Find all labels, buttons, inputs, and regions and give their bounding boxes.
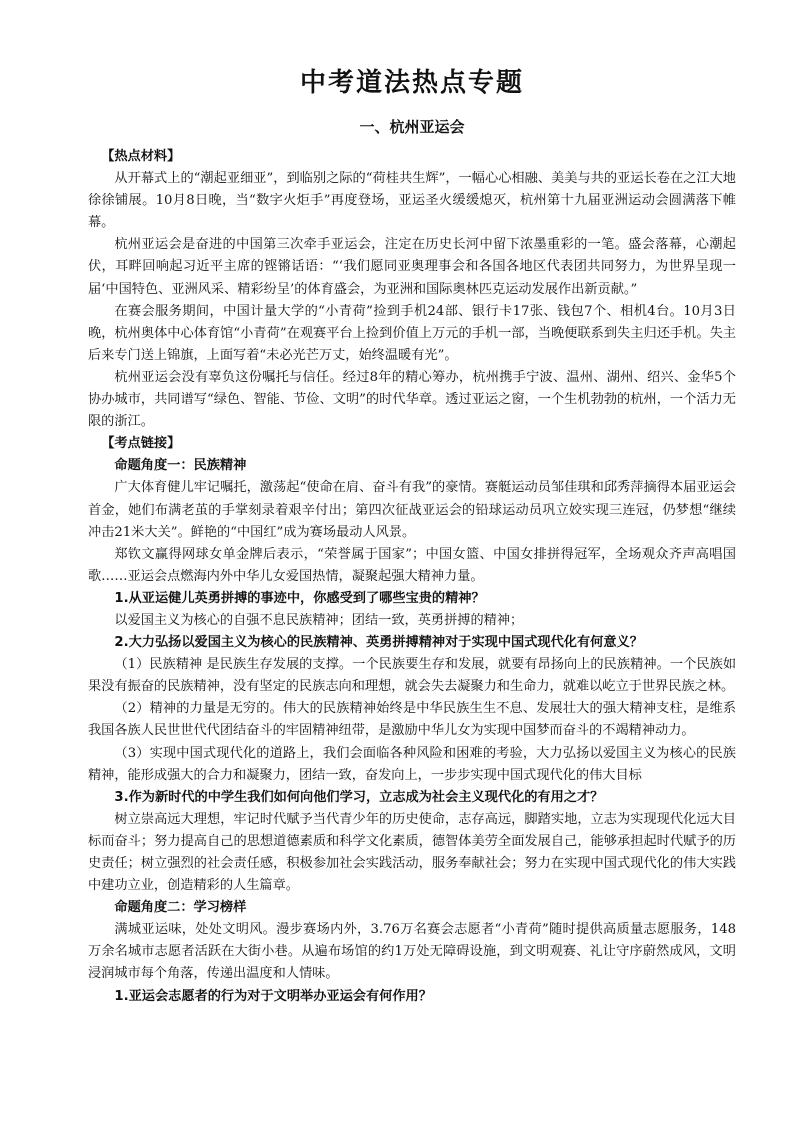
question-1: 1.从亚运健儿英勇拼搏的事迹中，你感受到了哪些宝贵的精神？: [114, 590, 485, 606]
document-page: [88, 66, 736, 1008]
answer-2-part-2-text: 精神的力量是无穷的。伟大的民族精神始终是中华民族生生不息、发展壮大的强大精神支柱，是维系我国各族人民世世代代团结奋斗的牢固精神纽带，是激励中华儿女为实现中国梦而奋斗的不竭精神动力。: [88, 701, 737, 739]
section-heading: 一、杭州亚运会: [359, 118, 465, 136]
question-3: 3.作为新时代的中学生我们如何向他们学习，立志成为社会主义现代化的有用之才？: [114, 789, 604, 805]
hot-material-label: 【热点材料】: [101, 149, 181, 164]
material-paragraph: 从开幕式上的“潮起亚细亚”，到临别之际的“荷桂共生辉”，一幅心心相融、美美与共的亚运长卷在之江大地徐徐铺展。10月8日晚，当“数字火炬手”再度登场，亚运圣火缓缓熄灭，杭州第十九届亚洲运动会圆满落下帷幕。: [88, 171, 736, 231]
answer-2-part-2: [88, 698, 736, 742]
material-paragraph: 杭州亚运会没有辜负这份嘱托与信任。经过8年的精心筹办，杭州携手宁波、温州、湖州、绍兴、金华5个协办城市，共同谱写“绿色、智能、节俭、文明”的时代华章。透过亚运之窗，一个生机勃勃的杭州，一个活力无限的浙江。: [88, 369, 736, 430]
material-paragraph: 杭州亚运会是奋进的中国第三次牵手亚运会，注定在历史长河中留下浓墨重彩的一笔。盛会落幕，心潮起伏，耳畔回响起习近平主席的铿锵话语：“‘我们愿同亚奥理事会和各国各地区代表团共同努力，为世界呈现一届‘中国特色、亚洲风采、精彩纷呈’的体育盛会，为亚洲和国际奥林匹克运动发展作出新贡献。”: [88, 237, 736, 297]
angle-two-question-1: 1.亚运会志愿者的行为对于文明举办亚运会有何作用？: [114, 988, 432, 1004]
angle-one-paragraph: 郑钦文赢得网球女单金牌后表示，“荣誉属于国家”；中国女篮、中国女排拼得冠军，全场观众齐声高唱国歌……亚运会点燃海内外中华儿女爱国热情，凝聚起强大精神力量。: [88, 546, 736, 584]
answer-1: 以爱国主义为核心的自强不息民族精神；团结一致，英勇拼搏的精神；: [114, 612, 524, 628]
question-2: 2.大力弘扬以爱国主义为核心的民族精神、英勇拼搏精神对于实现中国式现代化有何意义？: [114, 635, 643, 651]
angle-two-paragraph: 满城亚运味，处处文明风。漫步赛场内外，3.76万名赛会志愿者“小青荷”随时提供高质量志愿服务，148万余名城市志愿者活跃在大街小巷。从遍布场馆的约1万处无障碍设施，到文明观赛、礼让守序蔚然成风，文明浸润城市每个角落，传递出温度和人情味。: [88, 922, 736, 982]
answer-2-part-2-prefix: （2）: [114, 701, 150, 717]
page-title: 中考道法热点专题: [299, 68, 524, 98]
material-paragraph: 在赛会服务期间，中国计量大学的“小青荷”捡到手机24部、银行卡17张、钱包7个、相机4台。10月3日晚，杭州奥体中心体育馆“小青荷”在观赛平台上捡到价值上万元的手机一部，当晚便联系到失主归还手机。失主后来专门送上锦旗，上面写着“未必光芒万丈，始终温暖有光”。: [88, 303, 736, 363]
answer-3: 树立崇高远大理想，牢记时代赋予当代青少年的历史使命，志存高远，脚踏实地，立志为实现现代化远大目标而奋斗；努力提高自己的思想道德素质和科学文化素质，德智体美劳全面发展自己，能够承担起时代赋予的历史责任；树立强烈的社会责任感，积极参加社会实践活动，服务奉献社会；努力在实现中国式现代化的伟大实践中建功立业，创造精彩的人生篇章。: [88, 811, 736, 894]
angle-one-heading: 命题角度一：民族精神: [114, 458, 247, 474]
angle-one-paragraph: 广大体育健儿牢记嘱托，激荡起“使命在肩、奋斗有我”的豪情。赛艇运动员邹佳琪和邱秀萍摘得本届亚运会首金，她们布满老茧的手掌刻录着艰辛付出；第四次征战亚运会的铅球运动员巩立姣实现三连冠，仍梦想“继续冲击21米大关”。鲜艳的“中国红”成为赛场最动人风景。: [88, 480, 736, 540]
answer-2-part-1: （1）民族精神 是民族生存发展的支撑。一个民族要生存和发展，就要有昂扬向上的民族精神。一个民族如果没有振奋的民族精神，没有坚定的民族志向和理想，就会失去凝聚力和生命力，就难以屹立于世界民族之林。: [88, 657, 736, 695]
exam-links-label: 【考点链接】: [101, 436, 181, 452]
angle-two-heading: 命题角度二：学习榜样: [114, 900, 247, 916]
answer-2-part-3: （3）实现中国式现代化的道路上，我们会面临各种风险和困难的考验，大力弘扬以爱国主义为核心的民族精神，能形成强大的合力和凝聚力，团结一致，奋发向上，一步步实现中国式现代化的伟大目标: [88, 745, 736, 783]
